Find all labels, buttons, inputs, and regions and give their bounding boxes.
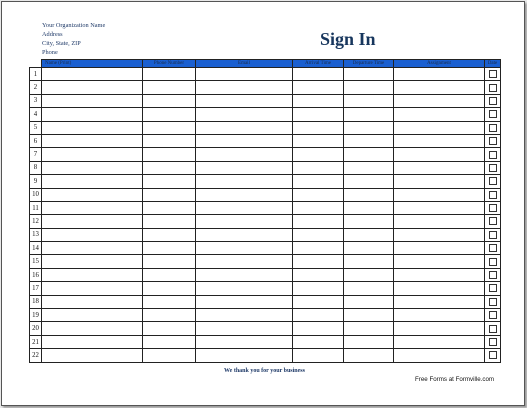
name-cell[interactable] [42, 108, 143, 121]
assignment-cell[interactable] [394, 309, 485, 322]
table-row [30, 349, 501, 362]
row-number: 3 [30, 94, 42, 107]
row-number: 16 [30, 268, 42, 281]
departure-time-cell[interactable] [344, 121, 394, 134]
name-cell[interactable] [42, 68, 143, 81]
date-cell [485, 68, 501, 81]
column-header-email: Email [196, 60, 293, 68]
assignment-cell[interactable] [394, 255, 485, 268]
table-row [30, 242, 501, 255]
assignment-cell[interactable] [394, 81, 485, 94]
departure-time-cell[interactable] [344, 242, 394, 255]
date-cell [485, 309, 501, 322]
phone-cell[interactable] [143, 68, 196, 81]
table-row [30, 121, 501, 134]
date-cell [485, 201, 501, 214]
table-header-row [30, 60, 501, 68]
phone-cell[interactable] [143, 295, 196, 308]
column-header-assignment: Assignment [394, 60, 485, 68]
row-number: 2 [30, 81, 42, 94]
row-number: 4 [30, 108, 42, 121]
date-cell [485, 295, 501, 308]
checkbox[interactable] [489, 325, 497, 333]
assignment-cell[interactable] [394, 94, 485, 107]
arrival-time-cell[interactable] [293, 322, 344, 335]
name-cell[interactable] [42, 81, 143, 94]
checkbox[interactable] [489, 137, 497, 145]
date-cell [485, 255, 501, 268]
name-cell[interactable] [42, 215, 143, 228]
email-cell[interactable] [196, 255, 293, 268]
phone-cell[interactable] [143, 282, 196, 295]
phone-cell[interactable] [143, 322, 196, 335]
email-cell[interactable] [196, 295, 293, 308]
table-row [30, 295, 501, 308]
checkbox[interactable] [489, 70, 497, 78]
email-cell[interactable] [196, 175, 293, 188]
date-cell [485, 349, 501, 362]
phone-cell[interactable] [143, 335, 196, 348]
checkbox[interactable] [489, 191, 497, 199]
assignment-cell[interactable] [394, 295, 485, 308]
name-cell[interactable] [42, 201, 143, 214]
name-cell[interactable] [42, 255, 143, 268]
departure-time-cell[interactable] [344, 268, 394, 281]
row-number: 14 [30, 242, 42, 255]
departure-time-cell[interactable] [344, 94, 394, 107]
org-city-state-zip: City, State, ZIP [42, 40, 81, 47]
phone-cell[interactable] [143, 228, 196, 241]
name-cell[interactable] [42, 121, 143, 134]
row-number: 17 [30, 282, 42, 295]
phone-cell[interactable] [143, 148, 196, 161]
name-cell[interactable] [42, 175, 143, 188]
email-cell[interactable] [196, 309, 293, 322]
assignment-cell[interactable] [394, 121, 485, 134]
column-header-name: Name (Print) [42, 60, 143, 68]
name-cell[interactable] [42, 161, 143, 174]
arrival-time-cell[interactable] [293, 309, 344, 322]
table-row [30, 268, 501, 281]
checkbox[interactable] [489, 351, 497, 359]
arrival-time-cell[interactable] [293, 255, 344, 268]
email-cell[interactable] [196, 161, 293, 174]
date-cell [485, 335, 501, 348]
arrival-time-cell[interactable] [293, 335, 344, 348]
thank-you-note: We thank you for your business [224, 368, 305, 374]
org-phone: Phone [42, 49, 58, 56]
phone-cell[interactable] [143, 215, 196, 228]
row-number: 18 [30, 295, 42, 308]
email-cell[interactable] [196, 68, 293, 81]
departure-time-cell[interactable] [344, 255, 394, 268]
departure-time-cell[interactable] [344, 322, 394, 335]
name-cell[interactable] [42, 188, 143, 201]
name-cell[interactable] [42, 94, 143, 107]
assignment-cell[interactable] [394, 322, 485, 335]
assignment-cell[interactable] [394, 148, 485, 161]
departure-time-cell[interactable] [344, 161, 394, 174]
table-row [30, 255, 501, 268]
departure-time-cell[interactable] [344, 349, 394, 362]
row-number: 21 [30, 335, 42, 348]
table-row [30, 282, 501, 295]
assignment-cell[interactable] [394, 68, 485, 81]
email-cell[interactable] [196, 228, 293, 241]
assignment-cell[interactable] [394, 175, 485, 188]
row-number: 13 [30, 228, 42, 241]
column-header-date: Date [485, 60, 501, 68]
email-cell[interactable] [196, 282, 293, 295]
phone-cell[interactable] [143, 255, 196, 268]
email-cell[interactable] [196, 134, 293, 147]
email-cell[interactable] [196, 188, 293, 201]
arrival-time-cell[interactable] [293, 188, 344, 201]
assignment-cell[interactable] [394, 335, 485, 348]
name-cell[interactable] [42, 282, 143, 295]
departure-time-cell[interactable] [344, 295, 394, 308]
email-cell[interactable] [196, 268, 293, 281]
name-cell[interactable] [42, 335, 143, 348]
departure-time-cell[interactable] [344, 282, 394, 295]
organization-info [42, 21, 105, 57]
arrival-time-cell[interactable] [293, 215, 344, 228]
email-cell[interactable] [196, 121, 293, 134]
table-row [30, 335, 501, 348]
name-cell[interactable] [42, 268, 143, 281]
email-cell[interactable] [196, 201, 293, 214]
arrival-time-cell[interactable] [293, 282, 344, 295]
table-row [30, 148, 501, 161]
arrival-time-cell[interactable] [293, 295, 344, 308]
arrival-time-cell[interactable] [293, 242, 344, 255]
org-address: Address [42, 31, 63, 38]
assignment-cell[interactable] [394, 282, 485, 295]
table-row [30, 81, 501, 94]
table-row [30, 228, 501, 241]
table-row [30, 68, 501, 81]
checkbox[interactable] [489, 258, 497, 266]
arrival-time-cell[interactable] [293, 349, 344, 362]
arrival-time-cell[interactable] [293, 134, 344, 147]
date-cell [485, 228, 501, 241]
arrival-time-cell[interactable] [293, 268, 344, 281]
row-number: 8 [30, 161, 42, 174]
checkbox[interactable] [489, 164, 497, 172]
assignment-cell[interactable] [394, 188, 485, 201]
row-number: 19 [30, 309, 42, 322]
departure-time-cell[interactable] [344, 309, 394, 322]
phone-cell[interactable] [143, 161, 196, 174]
row-number: 20 [30, 322, 42, 335]
date-cell [485, 282, 501, 295]
departure-time-cell[interactable] [344, 215, 394, 228]
row-number: 9 [30, 175, 42, 188]
arrival-time-cell[interactable] [293, 121, 344, 134]
sign-in-table [29, 59, 501, 363]
checkbox[interactable] [489, 97, 497, 105]
row-number: 12 [30, 215, 42, 228]
row-number: 15 [30, 255, 42, 268]
email-cell[interactable] [196, 322, 293, 335]
departure-time-cell[interactable] [344, 335, 394, 348]
table-row [30, 215, 501, 228]
row-number: 7 [30, 148, 42, 161]
assignment-cell[interactable] [394, 242, 485, 255]
email-cell[interactable] [196, 148, 293, 161]
departure-time-cell[interactable] [344, 134, 394, 147]
row-number-header [30, 60, 42, 68]
checkbox[interactable] [489, 217, 497, 225]
org-name: Your Organization Name [42, 22, 106, 29]
table-row [30, 94, 501, 107]
column-header-departure: Departure Time [344, 60, 394, 68]
assignment-cell[interactable] [394, 215, 485, 228]
phone-cell[interactable] [143, 268, 196, 281]
departure-time-cell[interactable] [344, 188, 394, 201]
date-cell [485, 215, 501, 228]
checkbox[interactable] [489, 298, 497, 306]
phone-cell[interactable] [143, 175, 196, 188]
arrival-time-cell[interactable] [293, 68, 344, 81]
table-row [30, 108, 501, 121]
email-cell[interactable] [196, 94, 293, 107]
assignment-cell[interactable] [394, 349, 485, 362]
row-number: 22 [30, 349, 42, 362]
table-row [30, 309, 501, 322]
name-cell[interactable] [42, 322, 143, 335]
date-cell [485, 322, 501, 335]
name-cell[interactable] [42, 242, 143, 255]
assignment-cell[interactable] [394, 201, 485, 214]
arrival-time-cell[interactable] [293, 201, 344, 214]
row-number: 11 [30, 201, 42, 214]
checkbox[interactable] [489, 284, 497, 292]
assignment-cell[interactable] [394, 268, 485, 281]
assignment-cell[interactable] [394, 161, 485, 174]
email-cell[interactable] [196, 242, 293, 255]
email-cell[interactable] [196, 215, 293, 228]
phone-cell[interactable] [143, 81, 196, 94]
date-cell [485, 108, 501, 121]
checkbox[interactable] [489, 231, 497, 239]
departure-time-cell[interactable] [344, 108, 394, 121]
table-row [30, 134, 501, 147]
checkbox[interactable] [489, 84, 497, 92]
name-cell[interactable] [42, 228, 143, 241]
date-cell [485, 94, 501, 107]
name-cell[interactable] [42, 134, 143, 147]
phone-cell[interactable] [143, 188, 196, 201]
date-cell [485, 268, 501, 281]
checkbox[interactable] [489, 338, 497, 346]
phone-cell[interactable] [143, 309, 196, 322]
phone-cell[interactable] [143, 108, 196, 121]
arrival-time-cell[interactable] [293, 148, 344, 161]
checkbox[interactable] [489, 204, 497, 212]
phone-cell[interactable] [143, 94, 196, 107]
phone-cell[interactable] [143, 121, 196, 134]
assignment-cell[interactable] [394, 108, 485, 121]
departure-time-cell[interactable] [344, 68, 394, 81]
checkbox[interactable] [489, 110, 497, 118]
departure-time-cell[interactable] [344, 201, 394, 214]
date-cell [485, 188, 501, 201]
arrival-time-cell[interactable] [293, 94, 344, 107]
table-row [30, 201, 501, 214]
name-cell[interactable] [42, 295, 143, 308]
phone-cell[interactable] [143, 134, 196, 147]
name-cell[interactable] [42, 349, 143, 362]
arrival-time-cell[interactable] [293, 175, 344, 188]
form-page [1, 1, 525, 406]
checkbox[interactable] [489, 151, 497, 159]
column-header-phone: Phone Number [143, 60, 196, 68]
table-row [30, 188, 501, 201]
departure-time-cell[interactable] [344, 81, 394, 94]
name-cell[interactable] [42, 309, 143, 322]
arrival-time-cell[interactable] [293, 228, 344, 241]
date-cell [485, 134, 501, 147]
date-cell [485, 121, 501, 134]
arrival-time-cell[interactable] [293, 108, 344, 121]
checkbox[interactable] [489, 124, 497, 132]
checkbox[interactable] [489, 244, 497, 252]
phone-cell[interactable] [143, 201, 196, 214]
footer-credit: Free Forms at Formville.com [415, 376, 495, 383]
date-cell [485, 148, 501, 161]
email-cell[interactable] [196, 108, 293, 121]
assignment-cell[interactable] [394, 228, 485, 241]
checkbox[interactable] [489, 271, 497, 279]
date-cell [485, 242, 501, 255]
departure-time-cell[interactable] [344, 148, 394, 161]
departure-time-cell[interactable] [344, 228, 394, 241]
arrival-time-cell[interactable] [293, 161, 344, 174]
email-cell[interactable] [196, 335, 293, 348]
page-title: Sign In [320, 29, 376, 49]
date-cell [485, 161, 501, 174]
column-header-arrival: Arrival Time [293, 60, 344, 68]
checkbox[interactable] [489, 311, 497, 319]
name-cell[interactable] [42, 148, 143, 161]
assignment-cell[interactable] [394, 134, 485, 147]
email-cell[interactable] [196, 349, 293, 362]
date-cell [485, 175, 501, 188]
departure-time-cell[interactable] [344, 175, 394, 188]
email-cell[interactable] [196, 81, 293, 94]
row-number: 5 [30, 121, 42, 134]
date-cell [485, 81, 501, 94]
checkbox[interactable] [489, 177, 497, 185]
table-row [30, 175, 501, 188]
row-number: 6 [30, 134, 42, 147]
arrival-time-cell[interactable] [293, 81, 344, 94]
row-number: 10 [30, 188, 42, 201]
phone-cell[interactable] [143, 349, 196, 362]
phone-cell[interactable] [143, 242, 196, 255]
row-number: 1 [30, 68, 42, 81]
table-row [30, 161, 501, 174]
table-row [30, 322, 501, 335]
